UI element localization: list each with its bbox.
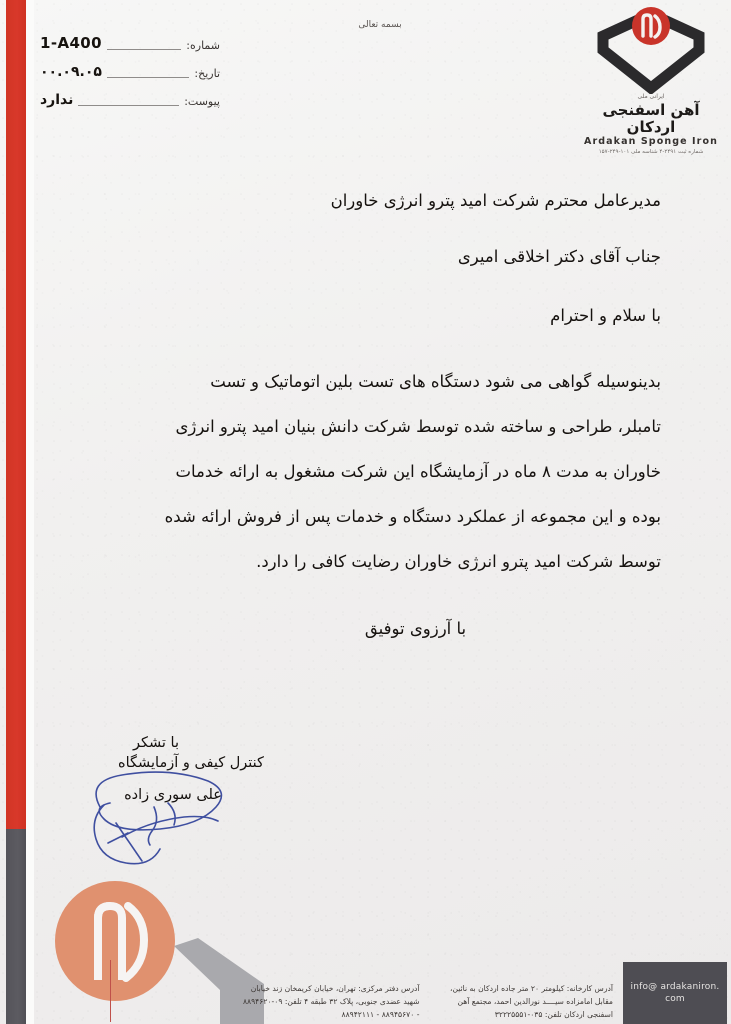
field-value-date: ۰۰.۰۹.۰۵	[40, 64, 102, 80]
field-rule-date	[107, 77, 190, 78]
field-row-number	[40, 26, 220, 54]
footer-email: info@ ardakaniron. com	[630, 981, 720, 1004]
company-logo-superscript: ایرانی ملی	[637, 93, 665, 100]
signature-thanks: با تشکر	[132, 735, 180, 751]
field-label-number: شماره:	[186, 39, 220, 52]
field-value-attachment: ندارد	[40, 92, 74, 108]
letter-addressee: مدیرعامل محترم شرکت امید پترو انرژی خاوران	[330, 191, 661, 210]
signature-department: کنترل کیفی و آزمایشگاه	[118, 755, 264, 771]
company-logo	[581, 6, 721, 155]
field-rule-attachment	[78, 105, 179, 106]
letter-greeting: با سلام و احترام	[550, 305, 661, 325]
letter-paragraph-line-4: بوده و این مجموعه از عملکرد دستگاه و خدمات پس از فروش ارائه شده	[164, 507, 661, 527]
letter-paragraph-line-2: تامبلر، طراحی و ساخته شده توسط شرکت دانش بنیان امید پترو انرژی	[175, 416, 661, 436]
footer-divider	[110, 960, 111, 1022]
company-logo-mark-icon	[595, 6, 707, 94]
header-fields	[40, 26, 220, 110]
left-gray-rail	[6, 829, 26, 1024]
signature-name: علی سوری زاده	[124, 787, 222, 803]
footer-factory-column	[434, 983, 614, 1022]
footer-office-column	[240, 983, 420, 1022]
company-logo-name-fa: آهن اسفنجی اردکان	[602, 101, 700, 136]
watermark-logo-icon	[52, 878, 178, 1004]
basmala-text: بسمه تعالی	[358, 20, 402, 30]
footer-factory-address: آدرس کارخانه: کیلومتر ۲۰ متر جاده اردکان به نائین، مقابل امامزاده سیــــد نورالدین احمد، مجتمع آهن اسفنجی اردکان تلفن: ۰۳۵-۳۲۲۲۵۵۵۱	[450, 984, 613, 1020]
letter-paragraph-line-5: توسط شرکت امید پترو انرژی خاوران رضایت کافی را دارد.	[256, 552, 661, 572]
field-row-attachment	[40, 82, 220, 110]
letter-paragraph-line-3: خاوران به مدت ۸ ماه در آزمایشگاه این شرکت مشغول به ارائه خدمات	[175, 462, 661, 482]
field-row-date	[40, 54, 220, 82]
field-value-number: 1-A400	[40, 34, 102, 52]
footer-email-box	[623, 962, 727, 1024]
letter-paragraph-line-1: بدینوسیله گواهی می شود دستگاه های تست بلین اتوماتیک و تست	[210, 371, 661, 391]
field-label-date: تاریخ:	[194, 67, 220, 80]
left-white-rail	[26, 0, 34, 1024]
footer-addresses	[240, 983, 613, 1022]
company-logo-registration: شماره ثبت ۲۴۹۱-۴ شناسه ملی ۱۰۱-۲۴۹-۱۵۷	[598, 149, 704, 155]
letter-attention: جناب آقای دکتر اخلاقی امیری	[457, 247, 661, 267]
signature-block	[86, 735, 296, 803]
letter-closing: با آرزوی توفیق	[364, 619, 467, 639]
left-red-rail	[6, 0, 26, 829]
company-logo-name-en: Ardakan Sponge Iron	[584, 136, 718, 147]
field-rule-number	[107, 49, 181, 50]
field-label-attachment: پیوست:	[184, 95, 220, 108]
footer-tehran-office: آدرس دفتر مرکزی: تهران، خیابان کریمخان زند خیابان شهید عضدی جنوبی، پلاک ۳۲ طبقه ۴ تلفن: ۰۹-۸۸۹۴۶۲۰ - ۸۸۹۴۵۶۷۰ - ۸۸۹۴۲۱۱۱	[242, 984, 420, 1020]
letter-body	[60, 190, 661, 641]
